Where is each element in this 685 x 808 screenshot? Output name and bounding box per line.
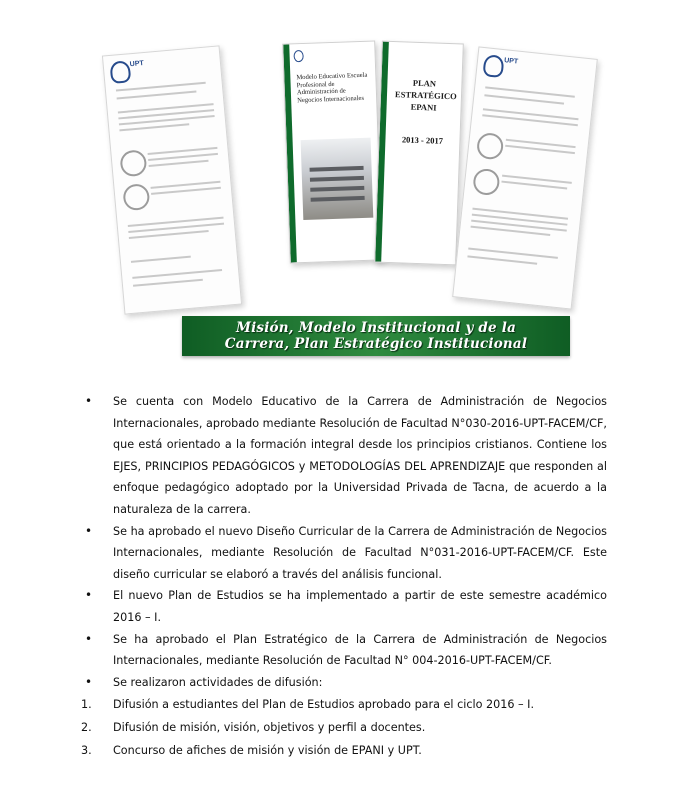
- numbered-item-text: Difusión a estudiantes del Plan de Estudios aprobado para el ciclo 2016 – I.: [113, 698, 535, 712]
- upt-label: UPT: [129, 60, 145, 69]
- list-item-text: Se ha aprobado el Plan Estratégico de la Carrera de Administración de Negocios Internacionales, mediante Resolución de Facultad N° 004-2016-UPT-FACEM/CF.: [113, 632, 607, 668]
- list-item-text: Se cuenta con Modelo Educativo de la Carrera de Administración de Negocios Internacionales, aprobado mediante Resolución de Facultad N°030-2016-UPT-FACEM/CF, que está orientado a la formación integral desde los principios cristianos. Contiene los EJES, PRINCIPIOS PEDAGÓGICOS y METODOLOGÍAS DEL APRENDIZAJE que responden al enfoque pedagógico adoptado por la Universidad Privada de Tacna, de acuerdo a la naturaleza de la carrera.: [113, 395, 607, 516]
- resolution-document-left: [102, 45, 242, 314]
- bullet-marker: •: [85, 394, 93, 408]
- list-item: [85, 585, 607, 628]
- plan-cover-title: PLAN ESTRATÉGICO EPANI: [394, 77, 457, 113]
- model-cover-title: Modelo Educativo Escuela Profesional de Administración de Negocios Internacionales: [296, 71, 368, 104]
- upt-logo-icon: [482, 54, 504, 78]
- list-item-text: Se realizaron actividades de difusión:: [113, 675, 323, 689]
- number-marker: 2.: [81, 720, 92, 734]
- list-item: [85, 521, 607, 586]
- document-collage-image: [0, 0, 685, 370]
- bullet-marker: •: [85, 523, 93, 538]
- bullet-marker: •: [85, 588, 93, 603]
- model-educativo-cover: [282, 40, 383, 263]
- resolution-document-right: [452, 46, 598, 309]
- list-item-text: Se ha aprobado el nuevo Diseño Curricular de la Carrera de Administración de Negocios Internacionales, mediante Resolución de Facultad N°031-2016-UPT-FACEM/CF. Este diseño curricular se elaboró a través del análisis funcional.: [113, 524, 607, 581]
- numbered-item: [81, 717, 607, 739]
- numbered-item-text: Difusión de misión, visión, objetivos y perfil a docentes.: [113, 720, 426, 734]
- upt-logo-icon: [109, 60, 131, 84]
- list-item: [85, 629, 607, 672]
- list-item: [85, 672, 607, 694]
- seal-stamp-icon: [472, 168, 501, 197]
- plan-cover-years: 2013 - 2017: [401, 134, 444, 146]
- bullet-marker: •: [85, 674, 93, 689]
- list-item: [85, 391, 607, 521]
- banner-title-line-2: Carrera, Plan Estratégico Institucional: [224, 336, 528, 352]
- plan-estrategico-cover: [374, 41, 464, 266]
- seal-stamp-icon: [122, 183, 150, 211]
- bullet-list: [81, 391, 607, 761]
- seal-stamp-icon: [476, 132, 505, 161]
- upt-logo-icon: [293, 50, 303, 62]
- seal-stamp-icon: [119, 149, 147, 177]
- bullet-marker: •: [85, 631, 93, 646]
- number-marker: 1.: [81, 698, 92, 712]
- building-photo: [301, 138, 374, 220]
- section-title-banner: [182, 316, 570, 356]
- numbered-item-text: Concurso de afiches de misión y visión de EPANI y UPT.: [113, 743, 422, 757]
- list-item-text: El nuevo Plan de Estudios se ha implementado a partir de este semestre académico 2016 – I.: [113, 589, 607, 624]
- number-marker: 3.: [81, 743, 92, 757]
- banner-title-line-1: Misión, Modelo Institucional y de la: [235, 320, 517, 336]
- numbered-item: [81, 740, 607, 762]
- upt-label: UPT: [503, 57, 519, 66]
- numbered-item: [81, 694, 607, 716]
